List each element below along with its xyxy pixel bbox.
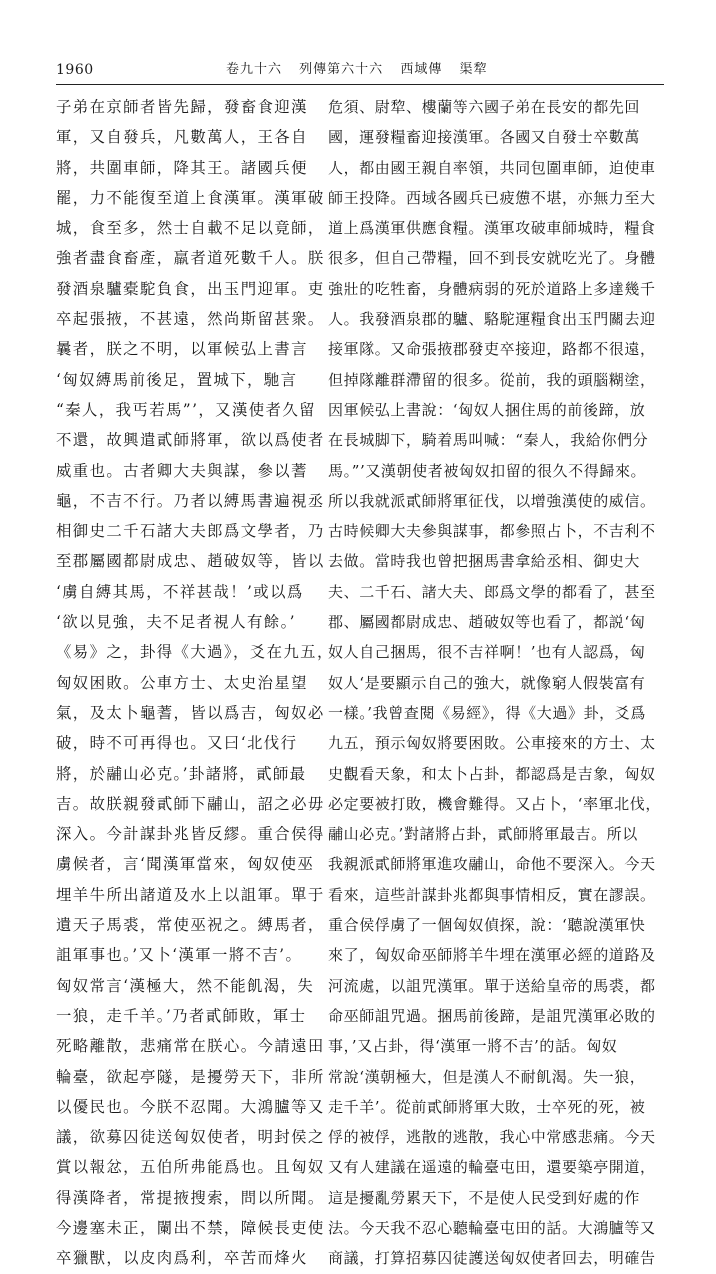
text-line: 道上爲漢軍供應食糧。漢軍攻破車師城時，糧食 [328,219,656,238]
classical-text-column [56,92,352,1274]
text-line: 因軍候弘上書說：‘匈奴人捆住馬的前後蹄，放 [328,400,646,419]
text-line: 相御史二千石諸大夫郎爲文學者，乃 [56,522,325,541]
text-line: 以優民也。今朕不忍聞。大鴻臚等又 [56,1097,325,1116]
volume-label: 卷九十六 [226,62,283,77]
text-line: 死略離散，悲痛常在朕心。今請遠田 [56,1037,325,1056]
text-line: 卒獵獸，以皮肉爲利，卒苦而烽火 [56,1249,308,1268]
text-line: 深入。今計謀卦兆皆反繆。重合侯得 [56,825,325,844]
text-line: 接軍隊。又命張掖郡發吏卒接迎，路都不很遠， [328,340,656,359]
text-line: 走千羊’。從前貳師將軍大敗，士卒死的死，被 [328,1097,646,1116]
text-line: 匈奴常言‘漢極大，然不能飢渴，失 [56,976,315,995]
text-line: “秦人，我丐若馬”’，又漢使者久留 [56,400,316,419]
text-line: ‘欲以見強，夫不足者視人有餘。’ [56,613,296,632]
text-line: 所以我就派貳師將軍征伐，以增強漢使的威信。 [328,491,656,510]
text-line: 子弟在京師者皆先歸，發畜食迎漢 [56,98,308,116]
page-number: 1960 [56,62,94,78]
text-line: 史觀看天象，和太卜占卦，都認爲是吉象，匈奴 [328,764,656,783]
text-line: 命巫師詛咒過。捆馬前後蹄，是詛咒漢軍必敗的 [328,1006,656,1025]
text-line: ‘虜自縛其馬，不祥甚哉！’或以爲 [56,582,304,601]
text-line: 賞以報忿，五伯所弗能爲也。且匈奴 [56,1158,325,1177]
text-line: 人。我發酒泉郡的驢、駱駝運糧食出玉門關去迎 [328,310,656,329]
text-line: 我親派貳師將軍進攻鬴山，命他不要深入。今天 [328,855,656,874]
text-line: 古時候卿大夫參與謀事，都參照占卜，不吉利不 [328,522,656,541]
translation-text-column [328,92,668,1274]
text-line: 一狼，走千羊。’乃者貳師敗，軍士 [56,1006,307,1025]
text-line: 得漢降者，常提掖搜索，問以所聞。 [56,1188,325,1207]
text-line: 遺天子馬裘，常使巫祝之。縛馬者， [56,916,325,935]
text-line: 今邊塞未正，闌出不禁，障候長吏使 [56,1218,325,1237]
section-label: 西域傳 [400,62,443,77]
text-line: 曩者，朕之不明，以軍候弘上書言 [56,340,308,359]
text-line: 詛軍事也。’又卜‘漢軍一將不吉’。 [56,946,303,965]
text-line: 奴人‘是要顯示自己的強大，就像窮人假裝富有 [328,673,646,692]
text-line: 商議，打算招募囚徒護送匈奴使者回去，明確告 [328,1249,656,1268]
text-line: 虜候者，言‘聞漢軍當來，匈奴使巫 [56,855,315,874]
text-line: 《易》之，卦得《大過》，爻在九五， [56,643,334,662]
text-line: 看來，這些計謀卦兆都與事情相反，實在謬誤。 [328,885,656,904]
text-line: ‘匈奴縛馬前後足，置城下，馳言 [56,370,298,389]
text-line: 破，時不可再得也。又曰‘北伐行 [56,734,298,753]
text-line: 奴人自己捆馬，很不吉祥啊！’也有人認爲，匈 [328,643,646,662]
text-line: 將，共圍車師，降其王。諸國兵便 [56,158,308,177]
chapter-label: 列傳第六十六 [299,62,384,77]
text-line: 來了，匈奴命巫師將羊牛埋在漢軍必經的道路及 [328,946,656,965]
text-line: 重合侯俘虜了一個匈奴偵探，說：‘聽說漢軍快 [328,916,646,935]
text-line: 卒起張掖，不甚遠，然尚斯留甚衆。 [56,310,325,329]
text-line: 不還，故興遣貳師將軍，欲以爲使者 [56,431,325,450]
text-line: 一樣。’我曾查閱《易經》，得《大過》卦，爻爲 [328,703,646,722]
text-line: 河流處，以詛咒漢軍。單于送給皇帝的馬裘，都 [328,976,656,995]
text-line: 這是擾亂勞累天下，不是使人民受到好處的作 [328,1188,641,1207]
text-line: 罷，力不能復至道上食漢軍。漢軍破 [56,188,325,207]
text-line: 議，欲募囚徒送匈奴使者，明封侯之 [56,1128,325,1147]
text-line: 鬴山必克。’對諸將占卦，貳師將軍最吉。所以 [328,825,638,844]
text-line: 將，於鬴山必克。’卦諸將，貳師最 [56,764,307,783]
text-line: 輪臺，欲起亭隧，是擾勞天下，非所 [56,1067,325,1086]
text-line: 強壯的吃牲畜，身體病弱的死於道路上多達幾千 [328,279,656,298]
text-line: 郡、屬國都尉成忠、趙破奴等也看了，都説‘匈 [328,613,646,632]
text-line: 國，運發糧畜迎接漢軍。各國又自發士卒數萬 [328,128,641,147]
text-line: 法。今天我不忍心聽輪臺屯田的話。大鴻臚等又 [328,1218,656,1237]
text-line: 氣，及太卜龜蓍，皆以爲吉，匈奴必 [56,703,325,722]
text-line: 馬。”’又漢朝使者被匈奴扣留的很久不得歸來。 [328,461,647,480]
text-line: 在長城脚下，騎着馬叫喊：“秦人，我給你們分 [328,431,649,450]
text-line: 師王投降。西域各國兵已疲憊不堪，亦無力至大 [328,188,656,207]
text-line: 危須、尉犂、樓蘭等六國子弟在長安的都先回 [328,98,641,116]
text-line: 事，’又占卦，得‘漢軍一將不吉’的話。匈奴 [328,1037,618,1056]
text-line: 威重也。古者卿大夫與謀，參以蓍 [56,461,308,480]
running-header [56,60,664,82]
running-title [226,60,499,80]
text-line: 夫、二千石、諸大夫、郎爲文學的都看了，甚至 [328,582,656,601]
text-line: 發酒泉驢橐駝負食，出玉門迎軍。吏 [56,279,325,298]
text-line: 但掉隊離群滯留的很多。從前，我的頭腦糊塗， [328,370,656,389]
header-rule [56,84,664,85]
text-line: 常說‘漢朝極大，但是漢人不耐飢渴。失一狼， [328,1067,646,1086]
text-line: 吉。故朕親發貳師下鬴山，詔之必毋 [56,794,325,813]
text-line: 龜，不吉不行。乃者以縛馬書遍視丞 [56,491,325,510]
text-line: 九五，預示匈奴將要困敗。公車接來的方士、太 [328,734,656,753]
text-line: 必定要被打敗，機會難得。又占卜，‘率軍北伐， [328,794,661,813]
text-line: 至郡屬國都尉成忠、趙破奴等，皆以 [56,552,325,571]
text-line: 城，食至多，然士自載不足以竟師， [56,219,325,238]
text-line: 強者盡食畜產，羸者道死數千人。朕 [56,249,325,268]
text-line: 又有人建議在遥遠的輪臺屯田，還要築亭開道， [328,1158,656,1177]
text-line: 俘的被俘，逃散的逃散，我心中常感悲痛。今天 [328,1128,656,1147]
text-line: 埋羊牛所出諸道及水上以詛軍。單于 [56,885,325,904]
text-line: 去做。當時我也曾把捆馬書拿給丞相、御史大 [328,552,641,571]
text-line: 人，都由國王親自率領，共同包圍車師，迫使車 [328,158,656,177]
text-line: 軍，又自發兵，凡數萬人，王各自 [56,128,308,147]
text-line: 匈奴困敗。公車方士、太史治星望 [56,673,308,692]
subsection-label: 渠犂 [459,62,488,77]
text-line: 很多，但自己帶糧，回不到長安就吃光了。身體 [328,249,656,268]
